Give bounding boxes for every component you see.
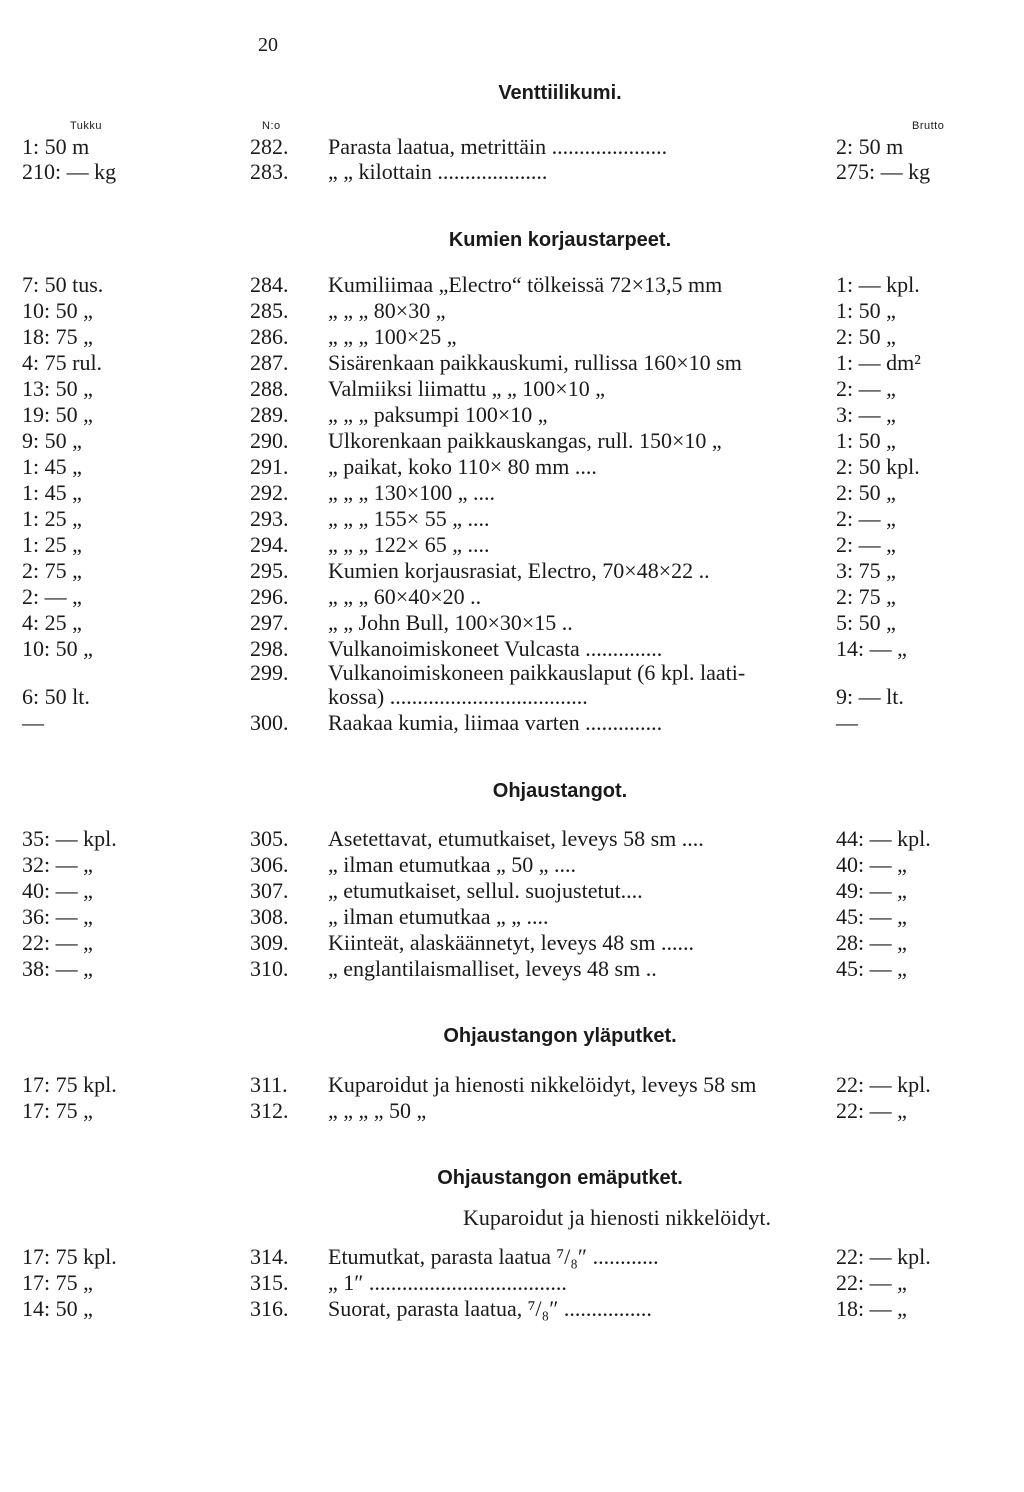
item-number: 306. <box>250 852 289 877</box>
wholesale-price: 6: 50 lt. <box>22 684 90 709</box>
item-description: Kiinteät, alaskäännetyt, leveys 48 sm ...... <box>328 930 694 955</box>
item-number: 295. <box>250 558 289 583</box>
item-description: „ „ „ 122× 65 „ .... <box>328 532 490 557</box>
item-description: „ etumutkaiset, sellul. suojustetut.... <box>328 878 643 903</box>
item-description: „ „ John Bull, 100×30×15 .. <box>328 610 573 635</box>
column-header-no: N:o <box>262 120 281 132</box>
wholesale-price: 2: — „ <box>22 584 82 609</box>
gross-price: 49: — „ <box>836 878 907 903</box>
price-row <box>0 1072 1024 1098</box>
item-description: Suorat, parasta laatua, ⁷/₈″ ................ <box>328 1296 652 1321</box>
wholesale-price: 1: 45 „ <box>22 454 82 479</box>
item-description: Raakaa kumia, liimaa varten .............. <box>328 710 663 735</box>
item-number: 293. <box>250 506 289 531</box>
item-number: 314. <box>250 1244 289 1269</box>
price-row <box>0 1296 1024 1322</box>
gross-price: 45: — „ <box>836 956 907 981</box>
item-description: „ ilman etumutkaa „ 50 „ .... <box>328 852 577 877</box>
gross-price: 2: — „ <box>836 506 896 531</box>
section-title: Ohjaustangon emäputket. <box>437 1167 683 1189</box>
item-description: Ulkorenkaan paikkauskangas, rull. 150×10 „ <box>328 428 722 453</box>
price-row <box>0 904 1024 930</box>
wholesale-price: 35: — kpl. <box>22 826 117 851</box>
item-description: „ „ „ 155× 55 „ .... <box>328 506 490 531</box>
gross-price: 9: — lt. <box>836 684 904 709</box>
gross-price: 40: — „ <box>836 852 907 877</box>
wholesale-price: 10: 50 „ <box>22 298 93 323</box>
item-description: „ „ „ 80×30 „ <box>328 298 446 323</box>
item-description: „ paikat, koko 110× 80 mm .... <box>328 454 597 479</box>
wholesale-price: 1: 45 „ <box>22 480 82 505</box>
section-title: Ohjaustangon yläputket. <box>443 1025 677 1047</box>
item-description: „ 1″ .................................... <box>328 1270 567 1295</box>
price-row <box>0 878 1024 904</box>
price-row <box>0 350 1024 376</box>
item-description: Asetettavat, etumutkaiset, leveys 58 sm .... <box>328 826 704 851</box>
price-row <box>0 480 1024 506</box>
item-number: 300. <box>250 710 289 735</box>
gross-price: 22: — „ <box>836 1270 907 1295</box>
price-row <box>0 159 1024 185</box>
wholesale-price: 17: 75 „ <box>22 1098 93 1123</box>
item-number: 282. <box>250 134 289 159</box>
gross-price: 1: — kpl. <box>836 272 920 297</box>
item-number: 315. <box>250 1270 289 1295</box>
price-row <box>0 684 1024 710</box>
gross-price: 22: — kpl. <box>836 1244 931 1269</box>
price-row <box>0 428 1024 454</box>
gross-price: 275: — kg <box>836 159 931 184</box>
wholesale-price: 1: 25 „ <box>22 532 82 557</box>
item-number: 308. <box>250 904 289 929</box>
price-row <box>0 610 1024 636</box>
gross-price: 2: 50 „ <box>836 480 896 505</box>
column-header-brutto: Brutto <box>912 120 945 132</box>
price-row <box>0 584 1024 610</box>
item-number: 297. <box>250 610 289 635</box>
item-description: Kumiliimaa „Electro“ tölkeissä 72×13,5 mm <box>328 272 723 297</box>
item-description: Valmiiksi liimattu „ „ 100×10 „ <box>328 376 605 401</box>
section-subtitle: Kuparoidut ja hienosti nikkelöidyt. <box>463 1205 771 1230</box>
item-description: „ „ „ 100×25 „ <box>328 324 457 349</box>
item-number: 298. <box>250 636 289 661</box>
price-row <box>0 558 1024 584</box>
wholesale-price: 36: — „ <box>22 904 93 929</box>
price-row <box>0 930 1024 956</box>
wholesale-price: 2: 75 „ <box>22 558 82 583</box>
price-row <box>0 134 1024 160</box>
wholesale-price: 18: 75 „ <box>22 324 93 349</box>
price-row <box>0 1098 1024 1124</box>
item-description: „ „ „ „ 50 „ <box>328 1098 427 1123</box>
gross-price: 2: — „ <box>836 376 896 401</box>
gross-price: 18: — „ <box>836 1296 907 1321</box>
section-title: Ohjaustangot. <box>492 780 628 802</box>
wholesale-price: 4: 25 „ <box>22 610 82 635</box>
wholesale-price: 14: 50 „ <box>22 1296 93 1321</box>
price-row <box>0 376 1024 402</box>
price-row <box>0 660 1024 686</box>
item-description: „ englantilaismalliset, leveys 48 sm .. <box>328 956 657 981</box>
wholesale-price: 32: — „ <box>22 852 93 877</box>
section-title: Venttiilikumi. <box>498 82 622 104</box>
gross-price: 5: 50 „ <box>836 610 896 635</box>
price-row <box>0 1244 1024 1270</box>
price-row <box>0 1270 1024 1296</box>
item-number: 309. <box>250 930 289 955</box>
price-row <box>0 324 1024 350</box>
item-description: Kumien korjausrasiat, Electro, 70×48×22 .. <box>328 558 710 583</box>
wholesale-price: 13: 50 „ <box>22 376 93 401</box>
item-description: Vulkanoimiskoneen paikkauslaput (6 kpl. laati- <box>328 660 746 685</box>
wholesale-price: 9: 50 „ <box>22 428 82 453</box>
gross-price: 14: — „ <box>836 636 907 661</box>
gross-price: 22: — „ <box>836 1098 907 1123</box>
item-number: 288. <box>250 376 289 401</box>
gross-price: 3: 75 „ <box>836 558 896 583</box>
gross-price: 2: — „ <box>836 532 896 557</box>
item-number: 286. <box>250 324 289 349</box>
gross-price: 1: 50 „ <box>836 428 896 453</box>
wholesale-price: 1: 50 m <box>22 134 90 159</box>
item-number: 299. <box>250 660 289 685</box>
price-row <box>0 532 1024 558</box>
item-description: „ „ kilottain .................... <box>328 159 548 184</box>
gross-price: 22: — kpl. <box>836 1072 931 1097</box>
wholesale-price: 40: — „ <box>22 878 93 903</box>
wholesale-price: 38: — „ <box>22 956 93 981</box>
item-number: 287. <box>250 350 289 375</box>
column-header-tukku: Tukku <box>70 120 103 132</box>
item-number: 296. <box>250 584 289 609</box>
item-number: 283. <box>250 159 289 184</box>
item-description: „ „ „ paksumpi 100×10 „ <box>328 402 548 427</box>
item-description: Vulkanoimiskoneet Vulcasta .............. <box>328 636 663 661</box>
price-row <box>0 506 1024 532</box>
item-number: 291. <box>250 454 289 479</box>
gross-price: 2: 50 kpl. <box>836 454 920 479</box>
price-row <box>0 402 1024 428</box>
price-row <box>0 298 1024 324</box>
gross-price: 45: — „ <box>836 904 907 929</box>
wholesale-price: — <box>22 710 44 735</box>
wholesale-price: 19: 50 „ <box>22 402 93 427</box>
price-row <box>0 636 1024 662</box>
item-description: kossa) .................................... <box>328 684 588 709</box>
price-row <box>0 454 1024 480</box>
section-title: Kumien korjaustarpeet. <box>448 229 672 251</box>
item-description: Kuparoidut ja hienosti nikkelöidyt, leveys 58 sm <box>328 1072 757 1097</box>
gross-price: 44: — kpl. <box>836 826 931 851</box>
page-number: 20 <box>258 34 278 56</box>
price-row <box>0 852 1024 878</box>
wholesale-price: 22: — „ <box>22 930 93 955</box>
gross-price: — <box>836 710 858 735</box>
item-description: Parasta laatua, metrittäin ..................... <box>328 134 668 159</box>
item-description: „ „ „ 130×100 „ .... <box>328 480 495 505</box>
wholesale-price: 1: 25 „ <box>22 506 82 531</box>
gross-price: 1: — dm² <box>836 350 921 375</box>
item-number: 311. <box>250 1072 288 1097</box>
gross-price: 28: — „ <box>836 930 907 955</box>
item-description: Sisärenkaan paikkauskumi, rullissa 160×10 sm <box>328 350 742 375</box>
item-number: 316. <box>250 1296 289 1321</box>
item-number: 307. <box>250 878 289 903</box>
price-row <box>0 272 1024 298</box>
item-description: „ ilman etumutkaa „ „ .... <box>328 904 549 929</box>
gross-price: 3: — „ <box>836 402 896 427</box>
item-number: 294. <box>250 532 289 557</box>
wholesale-price: 7: 50 tus. <box>22 272 104 297</box>
gross-price: 2: 75 „ <box>836 584 896 609</box>
item-number: 284. <box>250 272 289 297</box>
price-row <box>0 710 1024 736</box>
wholesale-price: 17: 75 kpl. <box>22 1072 117 1097</box>
wholesale-price: 17: 75 kpl. <box>22 1244 117 1269</box>
gross-price: 2: 50 m <box>836 134 904 159</box>
item-number: 290. <box>250 428 289 453</box>
price-row <box>0 956 1024 982</box>
item-description: Etumutkat, parasta laatua ⁷/₈″ ............ <box>328 1244 659 1269</box>
gross-price: 2: 50 „ <box>836 324 896 349</box>
wholesale-price: 210: — kg <box>22 159 117 184</box>
item-number: 310. <box>250 956 289 981</box>
item-description: „ „ „ 60×40×20 .. <box>328 584 482 609</box>
wholesale-price: 4: 75 rul. <box>22 350 103 375</box>
wholesale-price: 10: 50 „ <box>22 636 93 661</box>
item-number: 292. <box>250 480 289 505</box>
gross-price: 1: 50 „ <box>836 298 896 323</box>
item-number: 289. <box>250 402 289 427</box>
item-number: 305. <box>250 826 289 851</box>
item-number: 312. <box>250 1098 289 1123</box>
price-row <box>0 826 1024 852</box>
item-number: 285. <box>250 298 289 323</box>
wholesale-price: 17: 75 „ <box>22 1270 93 1295</box>
